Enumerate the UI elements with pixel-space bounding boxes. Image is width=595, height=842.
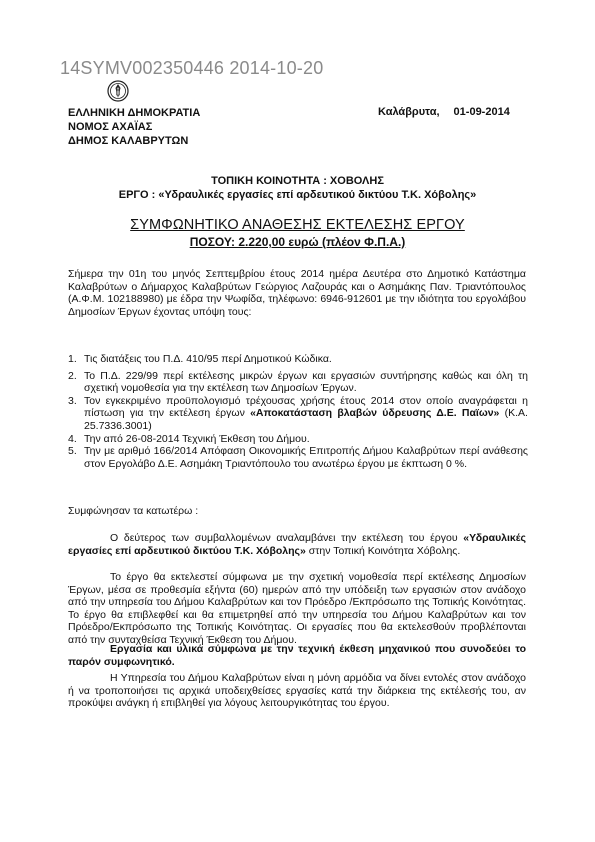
greek-coat-of-arms-icon bbox=[107, 80, 129, 102]
project-name: «Υδραυλικές εργασίες επί αρδευτικού δικτύου Τ.Κ. Χόβολης» bbox=[68, 532, 526, 557]
local-community-heading: ΤΟΠΙΚΗ ΚΟΙΝΟΤΗΤΑ : ΧΟΒΟΛΗΣ bbox=[211, 175, 384, 187]
authority-line-municipality: ΔΗΜΟΣ ΚΑΛΑΒΡΥΤΩΝ bbox=[68, 135, 189, 147]
intro-paragraph: Σήμερα την 01η του μηνός Σεπτεμβρίου έτους 2014 ημέρα Δευτέρα στο Δημοτικό Κατάστημα Καλαβρύτων ο Δήμαρχος Καλαβρύτων Γεώργιος Λαζουράς και ο Ασημάκης Παν. Τριαντόπουλος (Α.Φ.Μ. 102188980) με έδρα την Ψωφίδα, τηλέφωνο: 6946-912601 με την ιδιότητα του εργολάβου Δημοσίων Έργων έχοντας υπόψη τους: bbox=[68, 268, 526, 318]
place: Καλάβρυτα, bbox=[378, 106, 440, 118]
document-id-watermark: 14SYMV002350446 2014-10-20 bbox=[60, 58, 324, 78]
document-title: ΣΥΜΦΩΝΗΤΙΚΟ ΑΝΑΘΕΣΗΣ ΕΚΤΕΛΕΣΗΣ ΕΡΓΟΥ bbox=[130, 217, 465, 233]
paragraph-contractor-undertakes: Ο δεύτερος των συμβαλλομένων αναλαμβάνει την εκτέλεση του έργου «Υδραυλικές εργασίες επί αρδευτικού δικτύου Τ.Κ. Χόβολης» στην Τοπική Κοινότητα Χόβολης. bbox=[68, 532, 526, 557]
paragraph-works-materials: Εργασία και υλικά σύμφωνα με την τεχνική έκθεση μηχανικού που συνοδεύει το παρόν συμφωνητικό. bbox=[68, 643, 526, 668]
paragraph-execution-terms: Το έργο θα εκτελεστεί σύμφωνα με την σχετική νομοθεσία περί εκτέλεσης Δημοσίων Έργων, μέσα σε προθεσμία εξήντα (60) ημερών από την υπόδειξη των εργασιών στον ανάδοχο από την υπηρεσία του Δήμου Καλαβρύτων και τον Πρόεδρο /Εκπρόσωπο της Τοπικής Κοινότητας. Το έργο θα επιβλεφθεί και θα επιμετρηθεί από την υπηρεσία του Δήμου Καλαβρύτων και τον Πρόεδρο/Εκπρόσωπο της Τοπικής Κοινότητας. Οι εργασίες που θα εκτελεσθούν προβλέπονται από την συνταχθείσα Τεχνική Έκθεση του Δήμου. bbox=[68, 571, 526, 646]
paragraph-municipal-authority: Η Υπηρεσία του Δήμου Καλαβρύτων είναι η μόνη αρμόδια να δίνει εντολές στον ανάδοχο ή να τροποποιήσει τις αρχικά υποδειχθείσες εργασίες κατά την διάρκεια της εκτέλεσής του, αν προκύψει ανάγκη ή επιβληθεί για λόγους λειτουργικότητας του έργου. bbox=[68, 672, 526, 710]
authority-line-republic: ΕΛΛΗΝΙΚΗ ΔΗΜΟΚΡΑΤΙΑ bbox=[68, 107, 201, 119]
project-heading: ΕΡΓΟ : «Υδραυλικές εργασίες επί αρδευτικού δικτύου Τ.Κ. Χόβολης» bbox=[118, 189, 477, 201]
agreed-heading: Συμφώνησαν τα κατωτέρω : bbox=[68, 505, 199, 517]
list-item: 3. Τον εγκεκριμένο προϋπολογισμό τρέχουσας χρήσης έτους 2014 στον οποίο αναγράφεται η πίστωση για την εκτέλεση έργων «Αποκατάσταση βλαβών ύδρευσης Δ.Ε. Παϊων» (Κ.Α. 25.7336.3001) bbox=[68, 394, 528, 432]
list-item: 1. Τις διατάξεις του Π.Δ. 410/95 περί Δημοτικού Κώδικα. bbox=[68, 353, 332, 365]
project-budget-title: «Αποκατάσταση βλαβών ύδρευσης Δ.Ε. Παϊων» bbox=[250, 407, 500, 420]
place-date bbox=[378, 106, 510, 118]
date: 01-09-2014 bbox=[453, 106, 510, 118]
contract-amount: ΠΟΣΟΥ: 2.220,00 ευρώ (πλέον Φ.Π.Α.) bbox=[189, 235, 406, 249]
authority-line-prefecture: ΝΟΜΟΣ ΑΧΑΪΑΣ bbox=[68, 121, 153, 133]
list-item: 5. Την με αριθμό 166/2014 Απόφαση Οικονομικής Επιτροπής Δήμου Καλαβρύτων περί ανάθεσης στον Εργολάβο Δ.Ε. Ασημάκη Τριαντόπουλο του ανωτέρω έργου με έκπτωση 0 %. bbox=[68, 445, 528, 470]
list-item: 4. Την από 26-08-2014 Τεχνική Έκθεση του Δήμου. bbox=[68, 432, 310, 445]
issuing-authority-block bbox=[68, 106, 200, 148]
list-item: 2. Το Π.Δ. 229/99 περί εκτέλεσης μικρών έργων και εργασιών συντήρησης καθώς και όλη τη σχετική νομοθεσία για την εκτέλεση των Δημοσίων Έργων. bbox=[68, 369, 528, 395]
considerations-list bbox=[68, 353, 528, 470]
